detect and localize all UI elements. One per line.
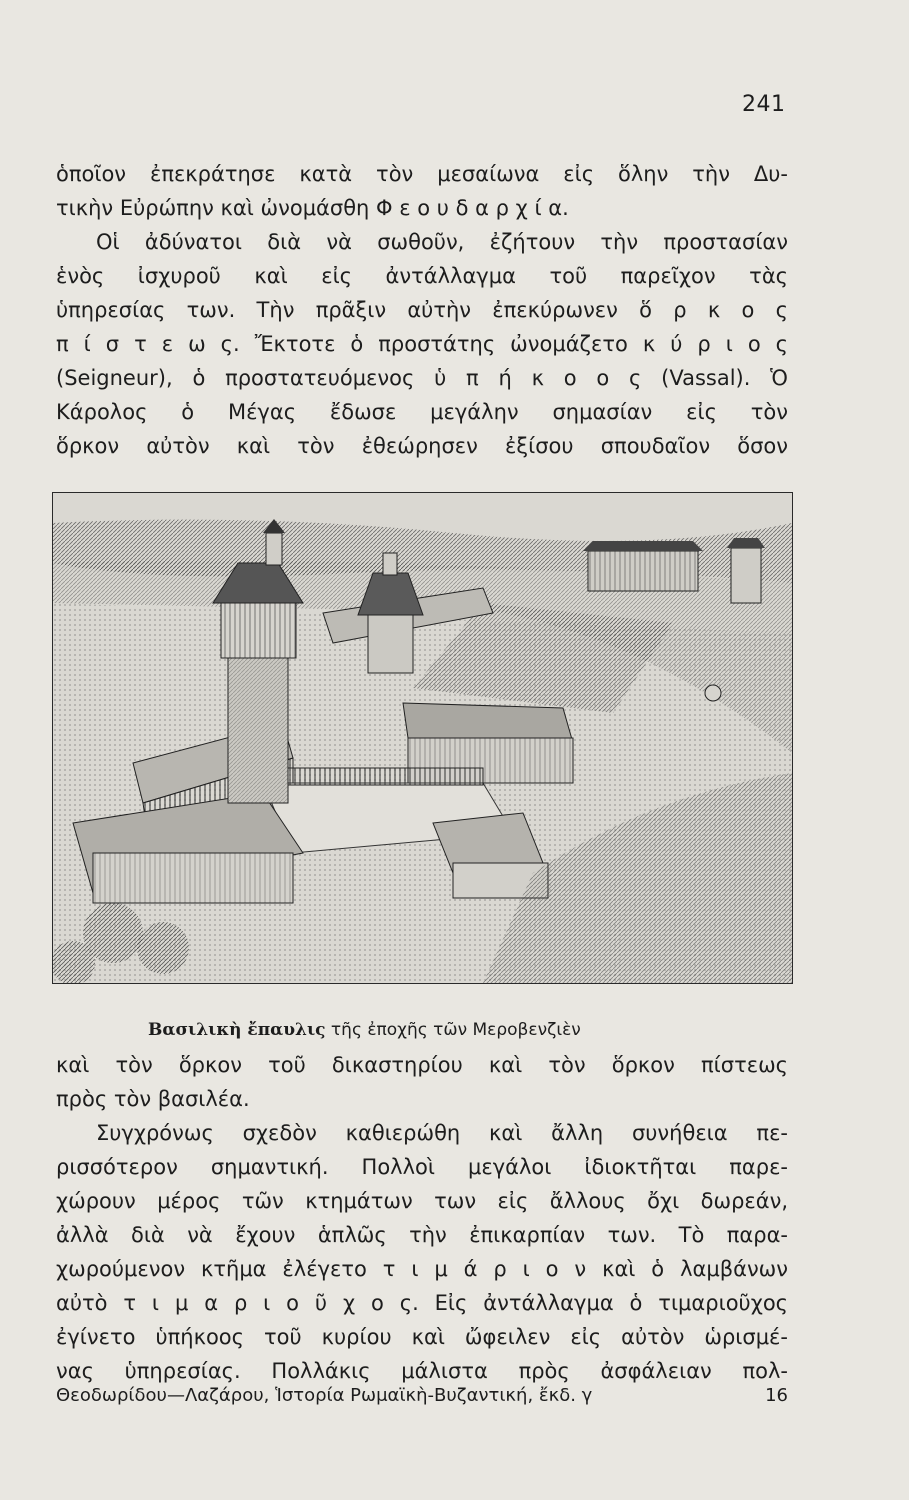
text-line: τικὴν Εὐρώπην καὶ ὠνομάσθη Φ ε ο υ δ α ρ χ ί α. [56, 196, 569, 220]
text-line: χωρούμενον κτῆμα ἐλέγετο τ ι μ ά ρ ι ο ν καὶ ὁ λαμβάνων [56, 1257, 788, 1281]
text-line: καὶ τὸν ὅρκον τοῦ δικαστηρίου καὶ τὸν ὅρκον πίστεως [56, 1053, 788, 1077]
text-line: ἐγίνετο ὑπήκοος τοῦ κυρίου καὶ ὤφειλεν εἰς αὐτὸν ὡρισμέ- [56, 1325, 788, 1349]
text-block-bottom [56, 1048, 788, 1388]
text-line: ὑπηρεσίας των. Τὴν πρᾶξιν αὐτὴν ἐπεκύρωνεν ὅ ρ κ ο ς [56, 298, 788, 322]
caption-rest: τῆς ἐποχῆς τῶν Μεροβενζιὲν [325, 1020, 581, 1040]
text-line: π ί σ τ ε ω ς. Ἔκτοτε ὁ προστάτης ὠνομάζετο κ ύ ρ ι ο ς [56, 332, 788, 356]
figure-caption [148, 1020, 768, 1040]
text-line: Συγχρόνως σχεδὸν καθιερώθη καὶ ἄλλη συνήθεια πε- [96, 1121, 788, 1145]
text-line: νας ὑπηρεσίας. Πολλάκις μάλιστα πρὸς ἀσφάλειαν πολ- [56, 1359, 788, 1383]
villa-illustration [52, 492, 793, 984]
sheet-number: 16 [765, 1385, 788, 1406]
page-number: 241 [742, 92, 786, 117]
text-line: Οἱ ἀδύνατοι διὰ νὰ σωθοῦν, ἐζήτουν τὴν προστασίαν [96, 230, 788, 254]
text-line: πρὸς τὸν βασιλέα. [56, 1087, 250, 1111]
text-line: χώρουν μέρος τῶν κτημάτων των εἰς ἄλλους ὄχι δωρεάν, [56, 1189, 788, 1213]
text-block-top [56, 157, 788, 463]
text-line: ὅρκον αὐτὸν καὶ τὸν ἐθεώρησεν ἐξίσου σπουδαῖον ὅσον [56, 434, 788, 458]
text-line: (Seigneur), ὁ προστατευόμενος ὑ π ή κ ο ο ς (Vassal). Ὁ [56, 366, 788, 390]
caption-bold: Βασιλικὴ ἔπαυλις [148, 1020, 326, 1040]
page-footer [56, 1385, 788, 1406]
text-line: ρισσότερον σημαντική. Πολλοὶ μεγάλοι ἰδιοκτῆται παρε- [56, 1155, 788, 1179]
text-line: Κάρολος ὁ Μέγας ἔδωσε μεγάλην σημασίαν εἰς τὸν [56, 400, 788, 424]
text-line: ἑνὸς ἰσχυροῦ καὶ εἰς ἀντάλλαγμα τοῦ παρεῖχον τὰς [56, 264, 788, 288]
text-line: ἀλλὰ διὰ νὰ ἔχουν ἁπλῶς τὴν ἐπικαρπίαν των. Τὸ παρα- [56, 1223, 788, 1247]
text-line: αὐτὸ τ ι μ α ρ ι ο ῦ χ ο ς. Εἰς ἀντάλλαγμα ὁ τιμαριοῦχος [56, 1291, 788, 1315]
text-line: ὁποῖον ἐπεκράτησε κατὰ τὸν μεσαίωνα εἰς ὅλην τὴν Δυ- [56, 162, 788, 186]
footer-citation: Θεοδωρίδου—Λαζάρου, Ἱστορία Ρωμαϊκὴ-Βυζαντική, ἔκδ. γ [56, 1385, 593, 1406]
